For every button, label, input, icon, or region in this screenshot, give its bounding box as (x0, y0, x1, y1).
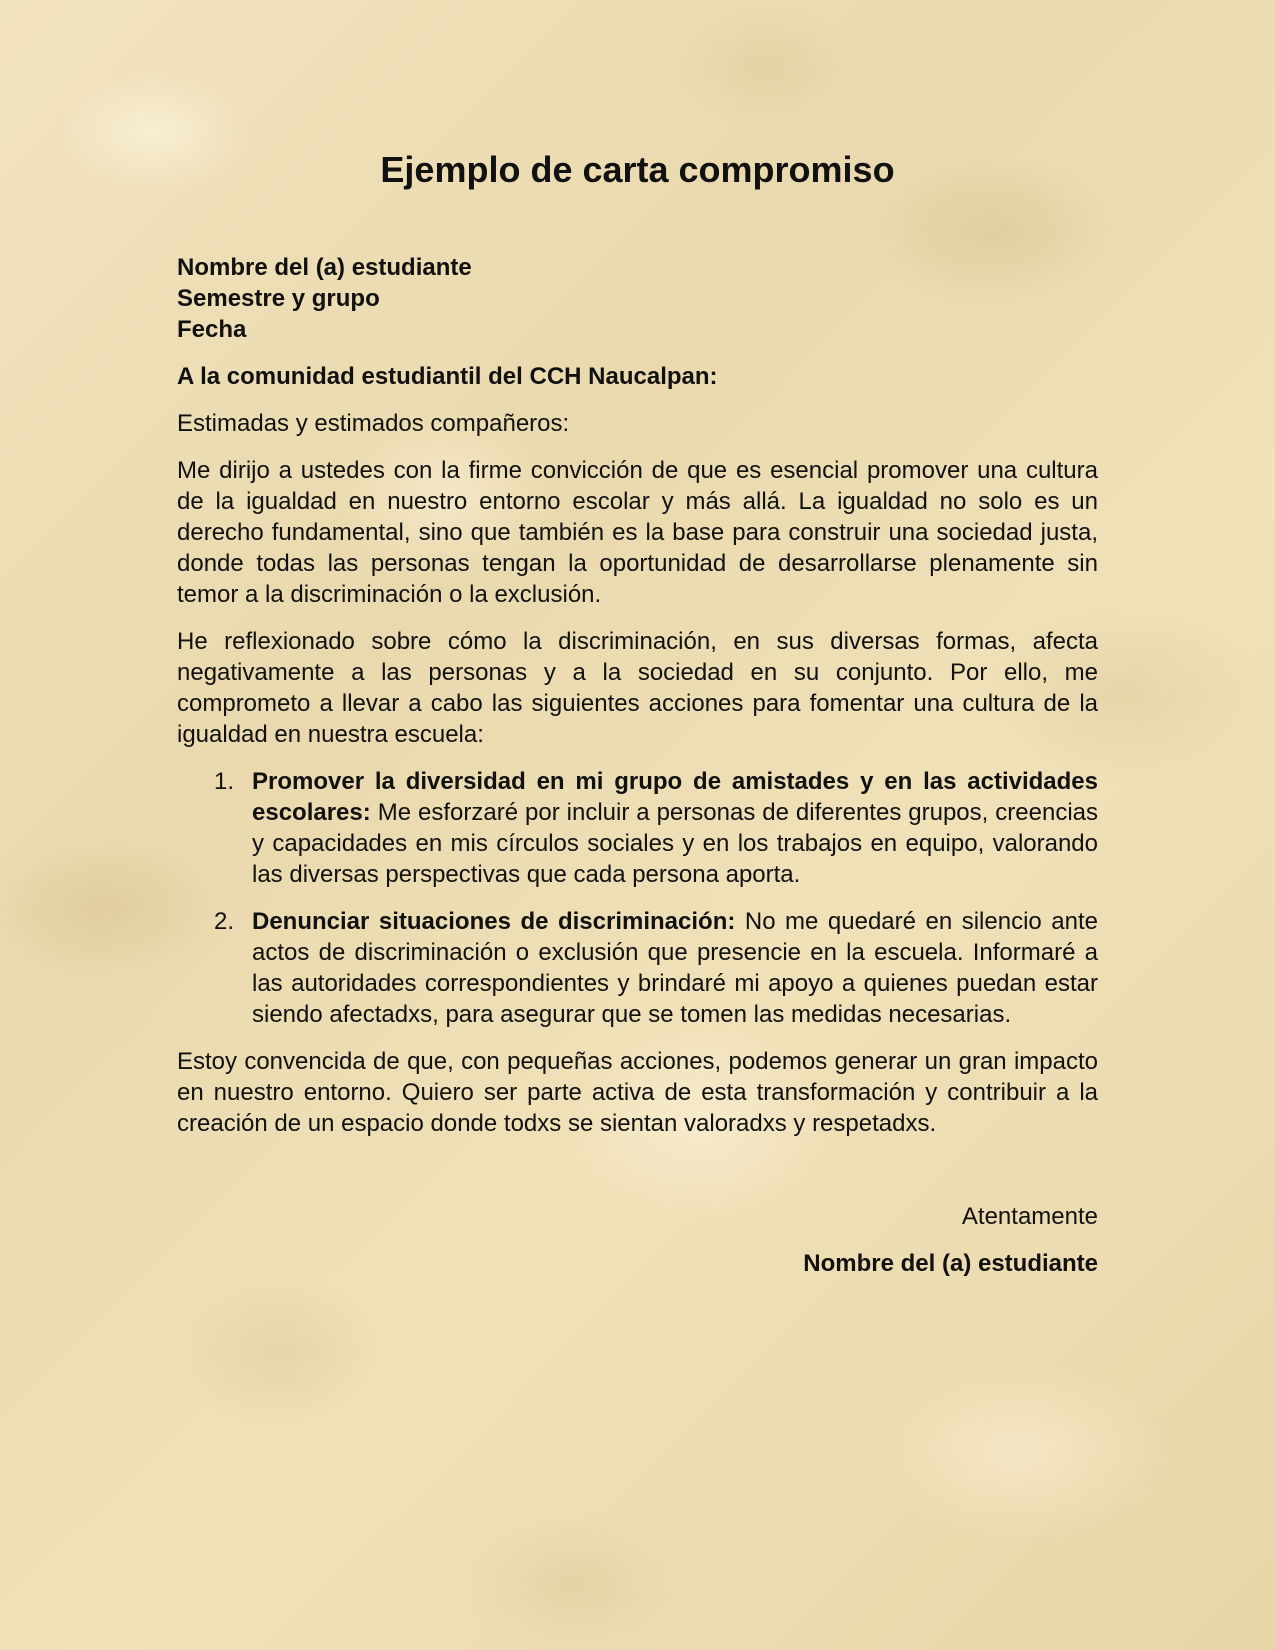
greeting-line: Estimadas y estimados compañeros: (177, 410, 570, 437)
list-number: 1. (214, 768, 235, 795)
letter-header (177, 252, 1098, 345)
body-paragraph-conclusion: Estoy convencida de que, con pequeñas acciones, podemos generar un gran impacto en nuestro entorno. Quiero ser parte activa de esta transformación y contribuir a la creación de un espacio donde todxs se sientan valoradxs y respetadxs. (177, 1048, 1098, 1137)
commitment-text: No me quedaré en silencio ante actos de discriminación o exclusión que presencie en la escuela. Informaré a las autoridades correspondientes y brindaré mi apoyo a quienes puedan estar siendo afectadxs, para asegurar que se tomen las medidas necesarias. (252, 908, 1098, 1028)
commitment-list (177, 766, 1098, 1030)
document-title: Ejemplo de carta compromiso (380, 149, 895, 190)
commitment-item (177, 766, 1098, 890)
body-paragraph-reflection: He reflexionado sobre cómo la discriminación, en sus diversas formas, afecta negativamente a las personas y a la sociedad en su conjunto. Por ello, me comprometo a llevar a cabo las siguientes acciones para fomentar una cultura de la igualdad en nuestra escuela: (177, 628, 1098, 748)
recipient-line: A la comunidad estudiantil del CCH Naucalpan: (177, 363, 718, 390)
commitment-heading: Promover la diversidad en mi grupo de amistades y en las actividades escolares: (252, 768, 1098, 826)
commitment-text: Me esforzaré por incluir a personas de diferentes grupos, creencias y capacidades en mis círculos sociales y en los trabajos en equipo, valorando las diversas perspectivas que cada persona aporta. (252, 799, 1098, 888)
date-line: Fecha (177, 316, 247, 343)
semester-group-line: Semestre y grupo (177, 285, 380, 312)
commitment-item (177, 906, 1098, 1030)
signature-line: Nombre del (a) estudiante (803, 1250, 1098, 1277)
letter-page (177, 146, 1098, 1279)
list-number: 2. (214, 908, 235, 935)
closing-line: Atentamente (961, 1203, 1098, 1230)
student-name-line: Nombre del (a) estudiante (177, 254, 472, 281)
body-paragraph-intro: Me dirijo a ustedes con la firme convicción de que es esencial promover una cultura de la igualdad en nuestro entorno escolar y más allá. La igualdad no solo es un derecho fundamental, sino que también es la base para construir una sociedad justa, donde todas las personas tengan la oportunidad de desarrollarse plenamente sin temor a la discriminación o la exclusión. (177, 457, 1098, 608)
commitment-heading: Denunciar situaciones de discriminación: (252, 908, 736, 935)
